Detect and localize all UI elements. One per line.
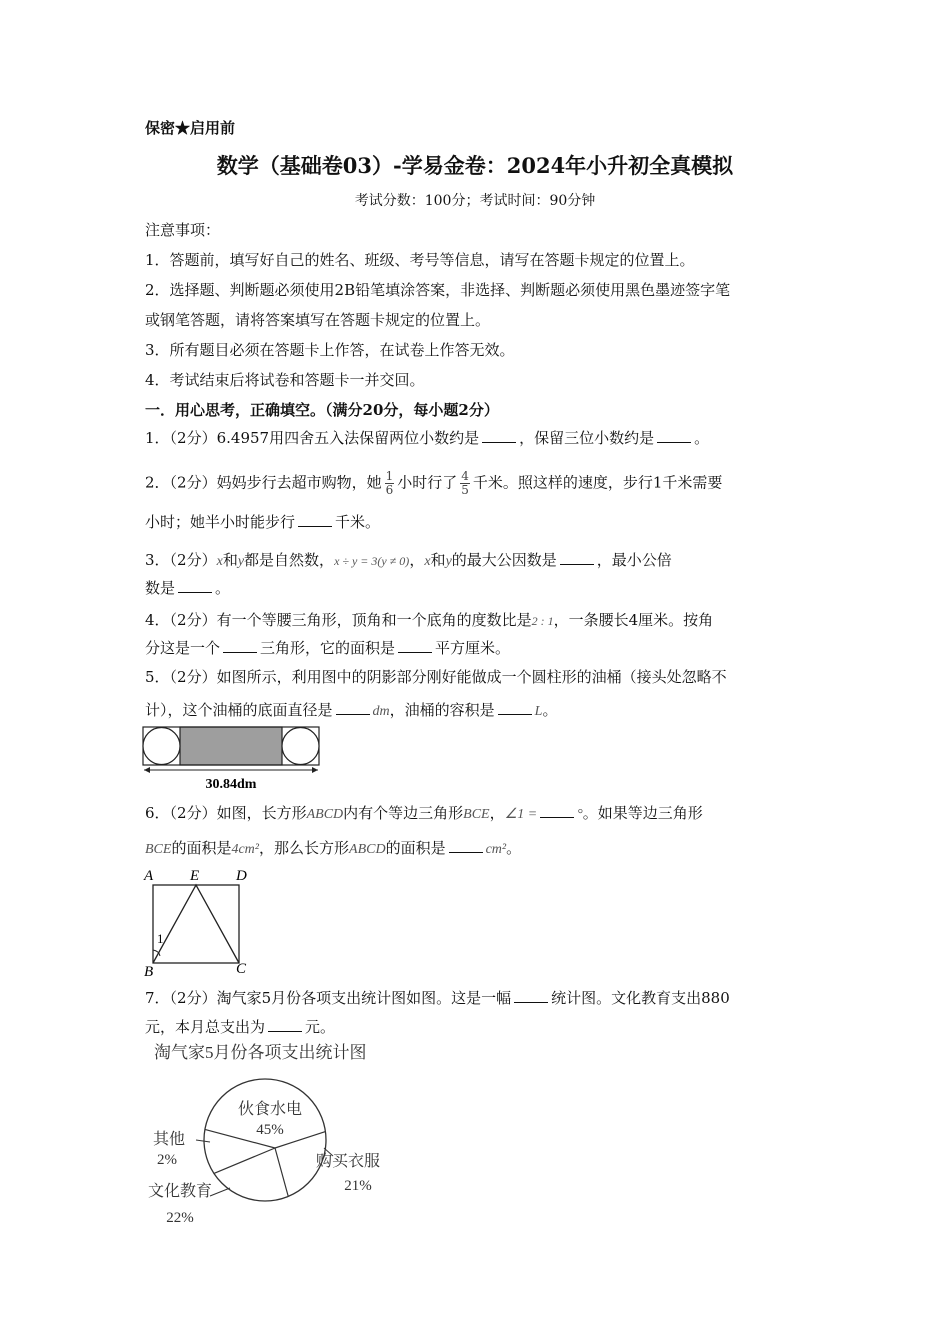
- q3-text-f: 。: [215, 579, 231, 597]
- slice-label: 购买衣服: [315, 1153, 381, 1170]
- answer-blank[interactable]: [540, 803, 574, 818]
- q4-text-b: ，一条腰长4厘米。按角: [553, 611, 714, 629]
- slice-percent: 2%: [157, 1152, 177, 1168]
- answer-blank[interactable]: [223, 638, 257, 653]
- question-7: [145, 988, 730, 1008]
- pie-chart: [140, 1038, 430, 1233]
- var-bce: BCE: [463, 807, 490, 822]
- note-item: 或钢笔答题，请将答案填写在答题卡规定的位置上。: [145, 311, 491, 329]
- slice-label: 文化教育: [147, 1183, 213, 1200]
- var-x: x: [216, 554, 223, 569]
- answer-blank[interactable]: [560, 550, 594, 565]
- fraction-denominator: 6: [385, 483, 394, 497]
- q3-and: 和: [430, 551, 446, 569]
- question-3-cont: [145, 578, 230, 598]
- shaded-rectangle: [180, 727, 282, 765]
- q3-and: 和: [222, 551, 238, 569]
- right-circle: [282, 728, 319, 765]
- q6-text-h: 。: [506, 839, 522, 857]
- q2-text-c: 千米。照这样的速度，步行1千米需要: [472, 473, 723, 492]
- fraction-numerator: 4: [461, 469, 469, 483]
- q1-text-b: ，保留三位小数约是: [519, 429, 655, 447]
- q5-text-a: 5．（2分）如图所示，利用图中的阴影部分刚好能做成一个圆柱形的油桶（接头处忽略不: [145, 668, 727, 686]
- note-item: 2．选择题、判断题必须使用2B铅笔填涂答案，非选择、判断题必须使用黑色墨迹签字笔: [145, 281, 731, 299]
- secret-label: 保密★启用前: [145, 119, 236, 137]
- fraction: [460, 470, 470, 497]
- q6-text-d: 。如果等边三角形: [582, 804, 703, 822]
- q6-text-g: 的面积是: [385, 839, 446, 857]
- q5-text-d: 。: [542, 701, 558, 719]
- note-item: 4．考试结束后将试卷和答题卡一并交回。: [145, 371, 425, 389]
- pie-outline: [204, 1079, 326, 1201]
- degree-symbol: °: [577, 807, 583, 822]
- q5-text-b: 计），这个油桶的底面直径是: [145, 701, 333, 719]
- unit-cm2: cm²: [485, 842, 507, 857]
- var-abcd: ABCD: [349, 842, 386, 857]
- question-6-cont: [145, 838, 521, 860]
- question-5-cont: [145, 700, 557, 722]
- q7-text-c: 元，本月总支出为: [145, 1018, 266, 1036]
- q6-text-c: ，: [489, 804, 505, 822]
- triangle-bce: [153, 885, 239, 963]
- label-c: C: [236, 961, 247, 977]
- label-angle-1: 1: [157, 931, 164, 946]
- rectangle-triangle-figure: [140, 865, 260, 980]
- q2-text-a: 2．（2分）妈妈步行去超市购物，她: [145, 473, 382, 492]
- answer-blank[interactable]: [449, 838, 483, 853]
- q3-text-c: 的最大公因数是: [451, 551, 557, 569]
- q7-text-d: 元。: [305, 1018, 336, 1036]
- fraction-denominator: 5: [461, 483, 469, 497]
- q5-text-c: ，油桶的容积是: [389, 701, 495, 719]
- rectangle-abcd: [153, 885, 239, 963]
- question-4-cont: [145, 638, 510, 658]
- q6-text-e: 的面积是: [171, 839, 232, 857]
- question-2-cont: [145, 512, 380, 532]
- q3-comma: ，: [409, 551, 425, 569]
- section-heading: 一．用心思考，正确填空。（满分20分，每小题2分）: [145, 401, 499, 419]
- answer-blank[interactable]: [398, 638, 432, 653]
- q3-text-a: 3．（2分）: [145, 551, 217, 569]
- unit-dm: dm: [372, 704, 390, 719]
- q3-text-b: 都是自然数，: [244, 551, 335, 569]
- var-bce: BCE: [145, 842, 172, 857]
- q2-text-e: 千米。: [335, 513, 381, 531]
- label-d: D: [236, 868, 247, 884]
- slice-label: 其他: [152, 1131, 186, 1148]
- q2-text-d: 小时；她半小时能步行: [145, 513, 296, 531]
- var-y: y: [237, 554, 245, 569]
- dimension-arrow-right: [312, 767, 318, 773]
- exam-info: 考试分数：100分；考试时间：90分钟: [354, 193, 596, 209]
- label-e: E: [190, 868, 200, 884]
- q3-text-d: ，最小公倍: [596, 551, 672, 569]
- q6-text-b: 内有个等边三角形: [343, 804, 464, 822]
- label-leader: [210, 1188, 230, 1196]
- q3-equation: x ÷ y = 3(y ≠ 0): [334, 554, 410, 568]
- note-item: 3．所有题目必须在答题卡上作答，在试卷上作答无效。: [145, 341, 515, 359]
- area-value: 4cm²: [231, 842, 259, 857]
- slice-label: 伙食水电: [237, 1101, 303, 1118]
- left-circle: [143, 728, 180, 765]
- dimension-arrow-left: [144, 767, 150, 773]
- unit-l: L: [534, 704, 543, 719]
- q4-text-e: 平方厘米。: [435, 639, 511, 657]
- var-abcd: ABCD: [306, 807, 344, 822]
- q4-ratio: 2 : 1: [531, 614, 554, 628]
- angle-1: ∠1 =: [504, 807, 538, 822]
- question-1: [145, 428, 709, 448]
- pie-slices: [204, 1079, 326, 1201]
- q4-text-c: 分这是一个: [145, 639, 221, 657]
- q1-text-c: 。: [694, 429, 710, 447]
- chart-title: 淘气家5月份各项支出统计图: [154, 1043, 367, 1062]
- question-5: [145, 667, 727, 687]
- q4-text-a: 4．（2分）有一个等腰三角形，顶角和一个底角的度数比是: [145, 611, 532, 629]
- answer-blank[interactable]: [498, 700, 532, 715]
- notes-heading: 注意事项：: [145, 221, 221, 239]
- answer-blank[interactable]: [178, 578, 212, 593]
- page-title: 数学（基础卷03）-学易金卷：2024年小升初全真模拟: [216, 153, 734, 178]
- question-4: [145, 610, 713, 631]
- question-2: [145, 470, 722, 497]
- answer-blank[interactable]: [336, 700, 370, 715]
- answer-blank[interactable]: [298, 512, 332, 527]
- q6-text-f: ，那么长方形: [259, 839, 350, 857]
- q6-text-a: 6．（2分）如图，长方形: [145, 804, 307, 822]
- q7-text-b: 统计图。文化教育支出880: [551, 989, 730, 1007]
- slice-percent: 45%: [256, 1122, 284, 1138]
- note-item: 1．答题前，填写好自己的姓名、班级、考号等信息，请写在答题卡规定的位置上。: [145, 251, 695, 269]
- var-y: y: [445, 554, 452, 569]
- label-a: A: [144, 868, 154, 884]
- q3-text-e: 数是: [145, 579, 176, 597]
- answer-blank[interactable]: [268, 1017, 302, 1032]
- question-3: [145, 550, 672, 572]
- q7-text-a: 7．（2分）淘气家5月份各项支出统计图如图。这是一幅: [145, 989, 512, 1007]
- q1-text-a: 1．（2分）6.4957用四舍五入法保留两位小数约是: [145, 429, 480, 447]
- label-b: B: [144, 964, 154, 980]
- question-6: [145, 803, 703, 825]
- answer-blank[interactable]: [482, 428, 516, 443]
- fraction-numerator: 1: [385, 469, 394, 483]
- q4-text-d: 三角形，它的面积是: [260, 639, 396, 657]
- answer-blank[interactable]: [514, 988, 548, 1003]
- fraction: [385, 470, 395, 497]
- slice-percent: 22%: [166, 1210, 194, 1226]
- question-7-cont: [145, 1017, 335, 1037]
- slice-percent: 21%: [344, 1178, 372, 1194]
- var-x: x: [424, 554, 431, 569]
- cylinder-net-figure: [140, 722, 330, 794]
- dimension-label: 30.84dm: [205, 777, 257, 792]
- q2-text-b: 小时行了: [397, 473, 458, 492]
- answer-blank[interactable]: [657, 428, 691, 443]
